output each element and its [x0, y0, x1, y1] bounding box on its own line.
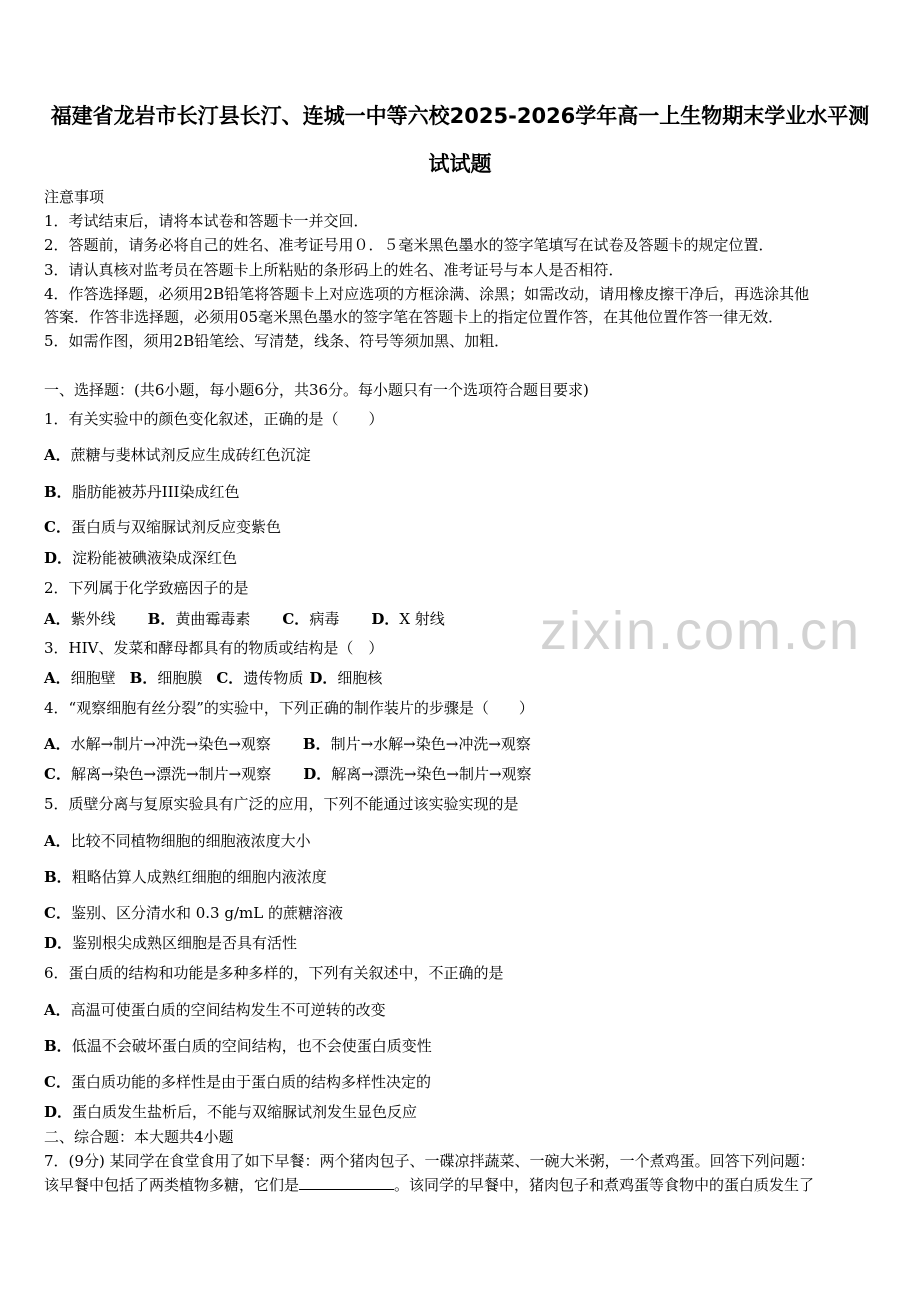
notice-item: 3．请认真核对监考员在答题卡上所粘贴的条形码上的姓名、准考证号与本人是否相符．	[44, 261, 624, 279]
option-d	[44, 933, 884, 953]
option-text: 细胞膜	[157, 669, 203, 687]
notice-item: 2．答题前，请务必将自己的姓名、准考证号用０．５毫米黑色墨水的签字笔填写在试卷及答题卡的规定位置．	[44, 236, 774, 254]
option-text: 黄曲霉毒素	[175, 610, 251, 628]
option-c	[44, 903, 884, 923]
notice-heading: 注意事项	[44, 188, 105, 206]
watermark: zixin.com.cn	[540, 601, 862, 661]
option-label: B．	[129, 669, 158, 687]
option-label: B．	[44, 1037, 72, 1055]
option-text: 解离→染色→漂洗→制片→观察	[70, 765, 272, 783]
option-text: X 射线	[399, 610, 445, 628]
question-stem: 2．下列属于化学致癌因子的是	[44, 579, 249, 597]
option-label: C．	[44, 1073, 71, 1091]
option-text: 解离→漂洗→染色→制片→观察	[331, 765, 532, 783]
option-label: B．	[302, 735, 331, 753]
option-text: 低温不会破坏蛋白质的空间结构，也不会使蛋白质变性	[71, 1037, 432, 1055]
option-label: D．	[371, 610, 400, 628]
option-label: C．	[282, 610, 310, 628]
option-c	[44, 1072, 884, 1092]
option-text: 蛋白质发生盐析后，不能与双缩脲试剂发生显色反应	[72, 1103, 418, 1121]
option-label: B．	[44, 868, 72, 886]
notice-item: 4．作答选择题，必须用2B铅笔将答题卡上对应选项的方框涂满、涂黑；如需改动，请用橡皮擦干净后，再选涂其他	[44, 285, 810, 303]
notice-item: 5．如需作图，须用2B铅笔绘、写清楚，线条、符号等须加黑、加粗．	[44, 332, 510, 350]
notice-item: 答案．作答非选择题，必须用05毫米黑色墨水的签字笔在答题卡上的指定位置作答，在其他位置作答一律无效．	[44, 308, 784, 326]
option-text: 制片→水解→染色→冲洗→观察	[330, 735, 531, 753]
notice-item: 1．考试结束后，请将本试卷和答题卡一并交回．	[44, 212, 369, 230]
option-label: D．	[44, 1103, 73, 1121]
question-stem: 3．HIV、发菜和酵母都具有的物质或结构是（ ）	[44, 639, 384, 657]
option-text: 紫外线	[70, 610, 116, 628]
option-label: A．	[44, 446, 71, 464]
option-label: D．	[303, 765, 332, 783]
option-label: D．	[44, 934, 73, 952]
option-text: 细胞壁	[70, 669, 116, 687]
option-text: 蔗糖与斐林试剂反应生成砖红色沉淀	[70, 446, 311, 464]
question-stem: 1．有关实验中的颜色变化叙述，正确的是（ ）	[44, 410, 384, 428]
question-stem: 4．“观察细胞有丝分裂”的实验中，下列正确的制作装片的步骤是（ ）	[44, 699, 534, 717]
option-label: A．	[44, 669, 71, 687]
option-b	[44, 867, 884, 887]
option-label: C．	[44, 765, 71, 783]
section-heading: 二、综合题：本大题共4小题	[44, 1128, 234, 1146]
option-text: 高温可使蛋白质的空间结构发生不可逆转的改变	[70, 1001, 386, 1019]
option-text: 比较不同植物细胞的细胞液浓度大小	[70, 832, 311, 850]
option-label: A．	[44, 735, 71, 753]
option-row	[44, 764, 884, 784]
option-label: C．	[44, 904, 71, 922]
option-a	[44, 831, 884, 851]
option-label: A．	[44, 610, 71, 628]
option-label: A．	[44, 832, 71, 850]
option-text: 鉴别、区分清水和 0.3 g/mL 的蔗糖溶液	[70, 904, 343, 922]
option-text: 水解→制片→冲洗→染色→观察	[70, 735, 271, 753]
option-d	[44, 548, 884, 568]
option-b	[44, 1036, 884, 1056]
option-label: C．	[216, 669, 244, 687]
option-text: 蛋白质与双缩脲试剂反应变紫色	[70, 518, 281, 536]
section-heading: 一、选择题：(共6小题，每小题6分，共36分。每小题只有一个选项符合题目要求)	[44, 381, 589, 399]
option-a	[44, 445, 884, 465]
question-stem-continued	[44, 1175, 884, 1195]
option-d	[44, 1102, 884, 1122]
option-label: D．	[309, 669, 338, 687]
option-label: B．	[147, 610, 176, 628]
option-text: 粗略估算人成熟红细胞的细胞内液浓度	[71, 868, 327, 886]
question-text: 。该同学的早餐中，猪肉包子和煮鸡蛋等食物中的蛋白质发生了	[394, 1176, 815, 1194]
exam-title: 福建省龙岩市长汀县长汀、连城一中等六校2025-2026学年高一上生物期末学业水平测	[50, 104, 870, 128]
option-a	[44, 1000, 884, 1020]
option-text: 脂肪能被苏丹III染成红色	[71, 483, 240, 501]
option-text: 蛋白质功能的多样性是由于蛋白质的结构多样性决定的	[70, 1073, 431, 1091]
option-label: C．	[44, 518, 71, 536]
option-label: D．	[44, 549, 73, 567]
option-c	[44, 517, 884, 537]
answer-blank[interactable]	[299, 1175, 394, 1190]
option-row	[44, 734, 884, 754]
exam-title-continued: 试试题	[428, 152, 492, 176]
option-text: 细胞核	[337, 669, 383, 687]
option-text: 鉴别根尖成熟区细胞是否具有活性	[72, 934, 298, 952]
question-stem: 6．蛋白质的结构和功能是多种多样的，下列有关叙述中，不正确的是	[44, 964, 504, 982]
option-b	[44, 482, 884, 502]
option-text: 病毒	[309, 610, 340, 628]
question-stem: 7．(9分) 某同学在食堂食用了如下早餐：两个猪肉包子、一碟凉拌蔬菜、一碗大米粥，一个煮鸡蛋。回答下列问题：	[44, 1152, 815, 1170]
option-row	[44, 668, 884, 688]
option-text: 遗传物质	[243, 669, 304, 687]
option-label: A．	[44, 1001, 71, 1019]
question-stem: 5．质壁分离与复原实验具有广泛的应用，下列不能通过该实验实现的是	[44, 795, 519, 813]
option-text: 淀粉能被碘液染成深红色	[72, 549, 238, 567]
option-label: B．	[44, 483, 72, 501]
question-text: 该早餐中包括了两类植物多糖，它们是	[44, 1176, 300, 1194]
